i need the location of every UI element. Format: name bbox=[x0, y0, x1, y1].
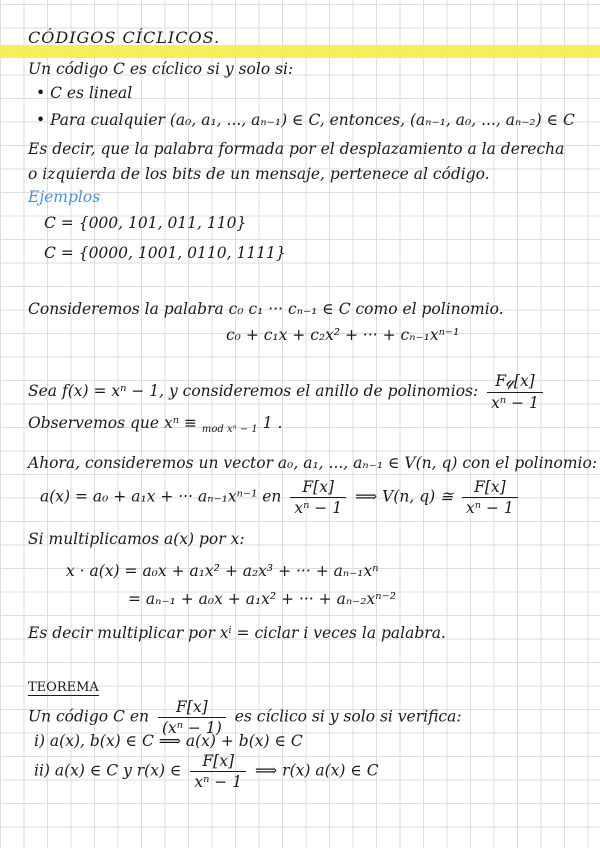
observe-text: Observemos que xⁿ ≡ bbox=[28, 414, 197, 432]
observe-modulus: mod xⁿ − 1 bbox=[201, 424, 258, 436]
definition-line: Un código C es cíclico si y solo si: bbox=[28, 60, 294, 78]
ax-text: a(x) = a₀ + a₁x + ··· aₙ₋₁xⁿ⁻¹ en bbox=[40, 487, 282, 506]
ring-denominator: xⁿ − 1 bbox=[491, 394, 539, 412]
theorem-numerator: F[x] bbox=[158, 698, 226, 718]
page-title: CÓDIGOS CÍCLICOS. bbox=[28, 28, 221, 47]
multiply-line: Si multiplicamos a(x) por x: bbox=[28, 530, 245, 548]
theorem-text-b: es cíclico si y solo si verifica: bbox=[234, 707, 462, 726]
vector-line: Ahora, consideremos un vector a₀, a₁, ..., aₙ₋₁ ∈ V(n, q) con el polinomio: bbox=[28, 454, 598, 472]
example-1: C = {000, 101, 011, 110} bbox=[44, 214, 247, 232]
theorem-condition-i: i) a(x), b(x) ∈ C ⟹ a(x) + b(x) ∈ C bbox=[34, 732, 303, 750]
examples-heading: Ejemplos bbox=[28, 188, 101, 206]
consider-word: Consideremos la palabra c₀ c₁ ··· cₙ₋₁ ∈ C como el polinomio. bbox=[28, 300, 504, 318]
theorem-condition-ii bbox=[34, 752, 379, 791]
xa-line-2: = aₙ₋₁ + a₀x + a₁x² + ··· + aₙ₋₂xⁿ⁻² bbox=[128, 590, 396, 608]
theorem-ii-fraction bbox=[190, 752, 246, 791]
theorem-text-a: Un código C en bbox=[28, 707, 149, 726]
polynomial-form: c₀ + c₁x + c₂x² + ··· + cₙ₋₁xⁿ⁻¹ bbox=[226, 326, 460, 344]
iso-fraction bbox=[462, 478, 518, 517]
explanation-line-2: o izquierda de los bits de un mensaje, pertenece al código. bbox=[28, 165, 490, 183]
example-2: C = {0000, 1001, 0110, 1111} bbox=[44, 244, 286, 262]
xa-line-1: x · a(x) = a₀x + a₁x² + a₂x³ + ··· + aₙ₋₁xⁿ bbox=[66, 562, 379, 580]
ax-numerator: F[x] bbox=[290, 478, 346, 498]
condition-shift: • Para cualquier (a₀, a₁, ..., aₙ₋₁) ∈ C, entonces, (aₙ₋₁, a₀, ..., aₙ₋₂) ∈ C bbox=[36, 111, 575, 129]
theorem-ii-text-b: ⟹ r(x) a(x) ∈ C bbox=[255, 761, 379, 780]
ring-numerator: F𝓆[x] bbox=[487, 372, 543, 393]
iso-denominator: xⁿ − 1 bbox=[466, 499, 514, 517]
observe-one: 1 . bbox=[262, 414, 283, 432]
theorem-ii-denominator: xⁿ − 1 bbox=[194, 773, 243, 791]
theorem-ii-text-a: ii) a(x) ∈ C y r(x) ∈ bbox=[34, 761, 182, 780]
observe-line bbox=[28, 414, 282, 435]
theorem-heading: TEOREMA bbox=[28, 680, 99, 695]
theorem-ii-numerator: F[x] bbox=[190, 752, 246, 772]
ring-fraction bbox=[487, 372, 543, 412]
sea-text: Sea f(x) = xⁿ − 1, y consideremos el anillo de polinomios: bbox=[28, 382, 479, 400]
condition-linear: • C es lineal bbox=[36, 84, 133, 102]
explanation-line-1: Es decir, que la palabra formada por el desplazamiento a la derecha bbox=[28, 140, 565, 158]
theorem-denominator: (xⁿ − 1) bbox=[161, 719, 222, 737]
ax-line bbox=[40, 478, 522, 517]
ax-iso-text: ⟹ V(n, q) ≅ bbox=[355, 487, 454, 506]
sea-line bbox=[28, 372, 547, 412]
ax-fraction bbox=[290, 478, 346, 517]
cyclic-shift-note: Es decir multiplicar por xⁱ = ciclar i veces la palabra. bbox=[28, 624, 446, 642]
iso-numerator: F[x] bbox=[462, 478, 518, 498]
ax-denominator: xⁿ − 1 bbox=[294, 499, 343, 517]
